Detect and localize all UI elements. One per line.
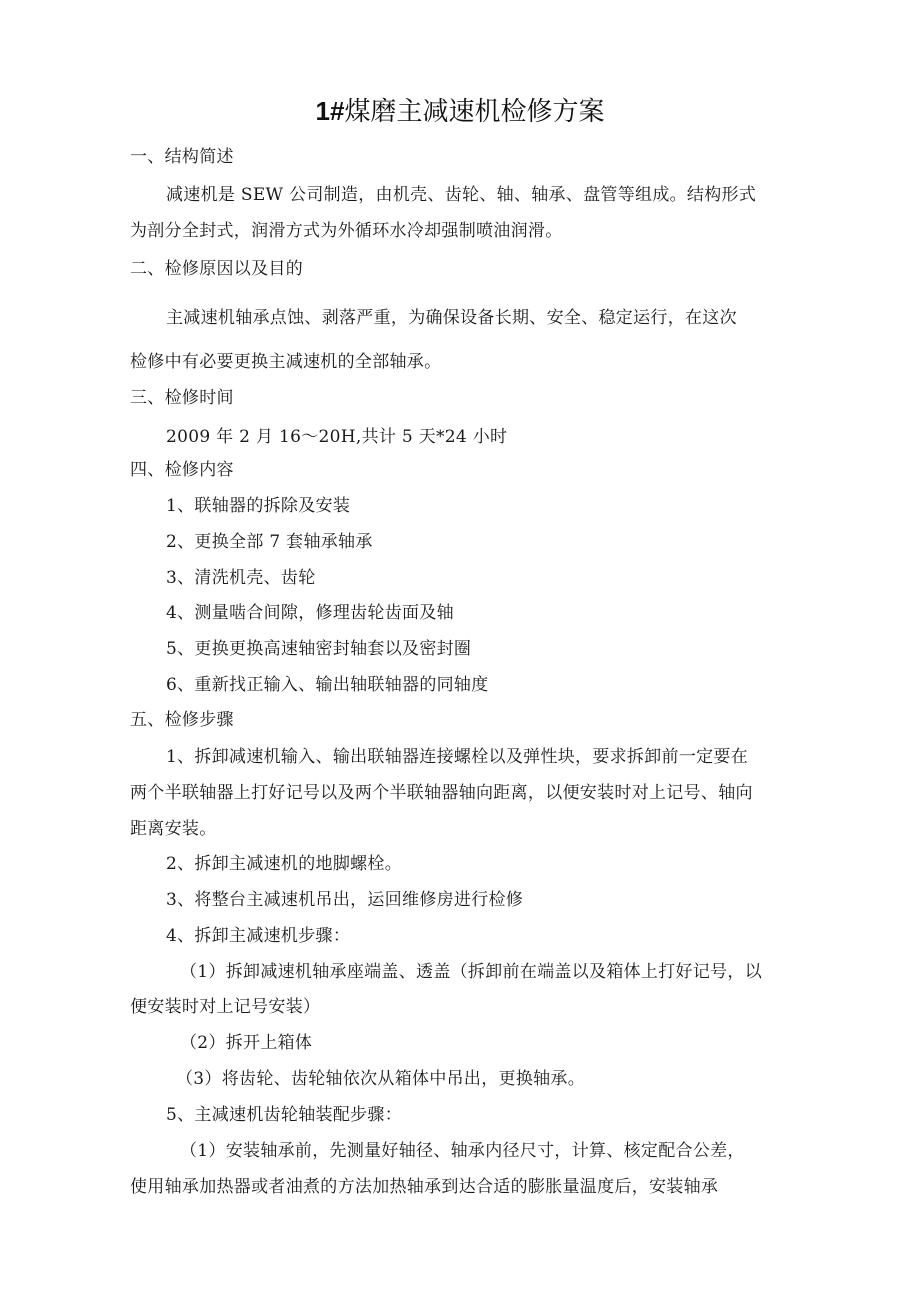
section-5-step-4-sub-2: （2）拆开上箱体 [180, 1033, 313, 1053]
section-5-step-5-sub-1-line-1: （1）安装轴承前，先测量好轴径、轴承内径尺寸，计算、核定配合公差， [180, 1141, 745, 1161]
section-2-heading: 二、检修原因以及目的 [130, 259, 303, 279]
section-1-paragraph-line-1: 减速机是 SEW 公司制造，由机壳、齿轮、轴、轴承、盘管等组成。结构形式 [166, 185, 757, 205]
section-1-paragraph-line-2: 为剖分全封式，润滑方式为外循环水冷却强制喷油润滑。 [130, 221, 563, 241]
section-2-paragraph-line-1: 主减速机轴承点蚀、剥落严重，为确保设备长期、安全、稳定运行，在这次 [166, 308, 737, 328]
title-prefix: 1# [315, 96, 345, 126]
section-5-step-5-sub-1-line-2: 使用轴承加热器或者油煮的方法加热轴承到达合适的膨胀量温度后，安装轴承 [130, 1177, 719, 1197]
section-5-step-1-line-2: 两个半联轴器上打好记号以及两个半联轴器轴向距离，以便安装时对上记号、轴向 [130, 783, 753, 803]
section-5-step-5: 5、主减速机齿轮轴装配步骤： [166, 1105, 403, 1125]
section-4-item-1: 1、联轴器的拆除及安装 [166, 496, 351, 516]
section-5-heading: 五、检修步骤 [130, 710, 234, 730]
section-5-step-4-sub-1-line-2: 便安装时对上记号安装） [130, 997, 321, 1017]
section-5-step-4: 4、拆卸主减速机步骤： [166, 926, 351, 946]
section-4-item-2: 2、更换全部 7 套轴承轴承 [166, 532, 373, 552]
section-5-step-1-line-1: 1、拆卸减速机输入、输出联轴器连接螺栓以及弹性块，要求拆卸前一定要在 [166, 747, 749, 767]
section-4-item-6: 6、重新找正输入、输出轴联轴器的同轴度 [166, 675, 489, 695]
title-text: 煤磨主减速机检修方案 [344, 97, 605, 127]
section-4-item-4: 4、测量啮合间隙，修理齿轮齿面及轴 [166, 603, 454, 623]
section-3-heading: 三、检修时间 [130, 388, 234, 408]
section-2-paragraph-line-2: 检修中有必要更换主减速机的全部轴承。 [130, 352, 442, 372]
section-5-step-4-sub-3: （3）将齿轮、齿轮轴依次从箱体中吊出，更换轴承。 [176, 1069, 586, 1089]
section-3-paragraph: 2009 年 2 月 16～20H,共计 5 天*24 小时 [166, 427, 508, 447]
section-4-item-3: 3、清洗机壳、齿轮 [166, 568, 316, 588]
section-5-step-2: 2、拆卸主减速机的地脚螺栓。 [166, 854, 403, 874]
section-4-item-5: 5、更换更换高速轴密封轴套以及密封圈 [166, 639, 472, 659]
section-4-heading: 四、检修内容 [130, 460, 234, 480]
document-title [0, 94, 920, 128]
section-5-step-1-line-3: 距离安装。 [130, 819, 217, 839]
section-5-step-4-sub-1-line-1: （1）拆卸减速机轴承座端盖、透盖（拆卸前在端盖以及箱体上打好记号，以 [180, 962, 763, 982]
section-1-heading: 一、结构简述 [130, 147, 234, 167]
section-5-step-3: 3、将整台主减速机吊出，运回维修房进行检修 [166, 890, 524, 910]
